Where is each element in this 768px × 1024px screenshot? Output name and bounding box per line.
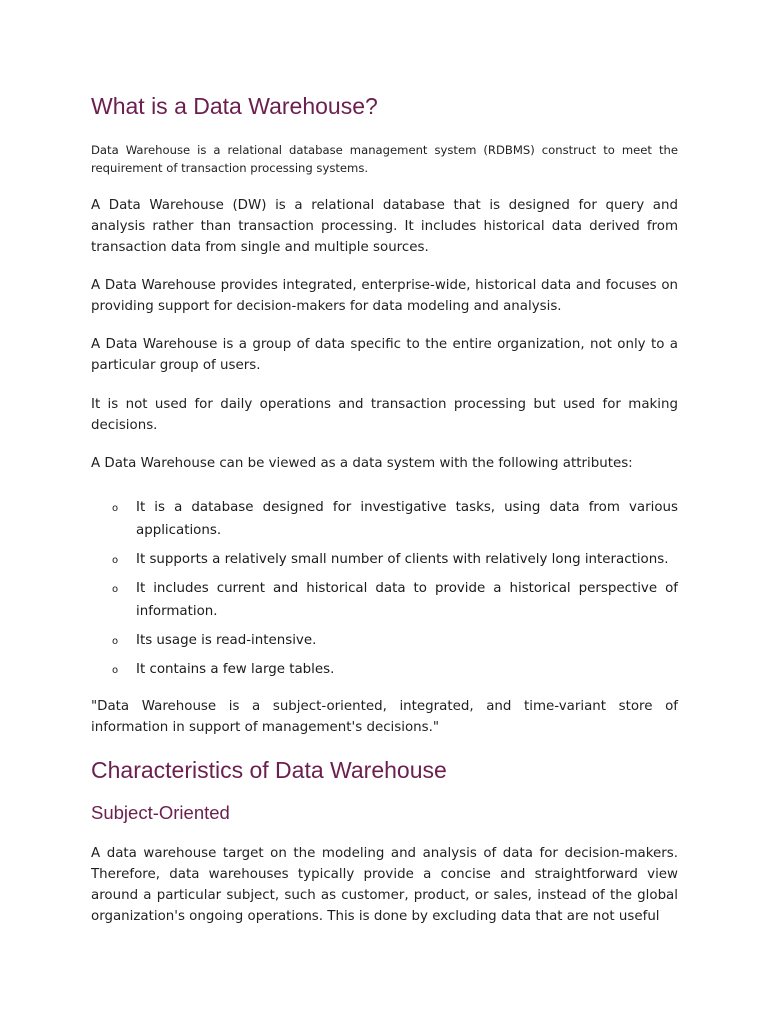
attributes-list <box>91 496 678 681</box>
intro-paragraph: Data Warehouse is a relational database management system (RDBMS) construct to meet the requirement of transaction processing systems. <box>91 143 678 175</box>
list-item <box>91 629 678 652</box>
bullet-icon: o <box>112 555 119 566</box>
bullet-icon: o <box>112 665 119 676</box>
section-title: Characteristics of Data Warehouse <box>91 757 447 783</box>
paragraph-integrated: A Data Warehouse provides integrated, enterprise-wide, historical data and focuses on providing support for decision-makers for data modeling and analysis. <box>91 278 678 314</box>
page-title: What is a Data Warehouse? <box>91 93 378 119</box>
subsection-title: Subject-Oriented <box>91 802 230 823</box>
list-item-text: Its usage is read-intensive. <box>136 633 317 648</box>
bullet-icon: o <box>112 503 119 514</box>
list-item <box>91 577 678 623</box>
list-item <box>91 496 678 542</box>
list-item-text: It includes current and historical data to provide a historical perspective of information. <box>136 581 678 619</box>
paragraph-not-daily: It is not used for daily operations and transaction processing but used for making decisions. <box>91 397 678 433</box>
list-item-text: It supports a relatively small number of clients with relatively long interactions. <box>136 552 669 567</box>
bullet-icon: o <box>112 636 119 647</box>
list-item-text: It is a database designed for investigative tasks, using data from various applications. <box>136 500 678 538</box>
list-item <box>91 548 678 571</box>
bullet-icon: o <box>112 584 119 595</box>
paragraph-attributes-intro: A Data Warehouse can be viewed as a data system with the following attributes: <box>91 456 633 471</box>
subsection-paragraph: A data warehouse target on the modeling and analysis of data for decision-makers. Therefore, data warehouses typically provide a concise and straightforward view around a particular subject, such as customer, product, or sales, instead of the global organization's ongoing operations. This is done by excluding data that are not useful <box>91 846 678 924</box>
quote-paragraph: "Data Warehouse is a subject-oriented, integrated, and time-variant store of information in support of management's decisions." <box>91 699 678 735</box>
paragraph-group: A Data Warehouse is a group of data specific to the entire organization, not only to a particular group of users. <box>91 337 678 373</box>
paragraph-definition: A Data Warehouse (DW) is a relational database that is designed for query and analysis rather than transaction processing. It includes historical data derived from transaction data from single and multiple sources. <box>91 198 678 255</box>
list-item <box>91 658 678 681</box>
list-item-text: It contains a few large tables. <box>136 662 335 677</box>
